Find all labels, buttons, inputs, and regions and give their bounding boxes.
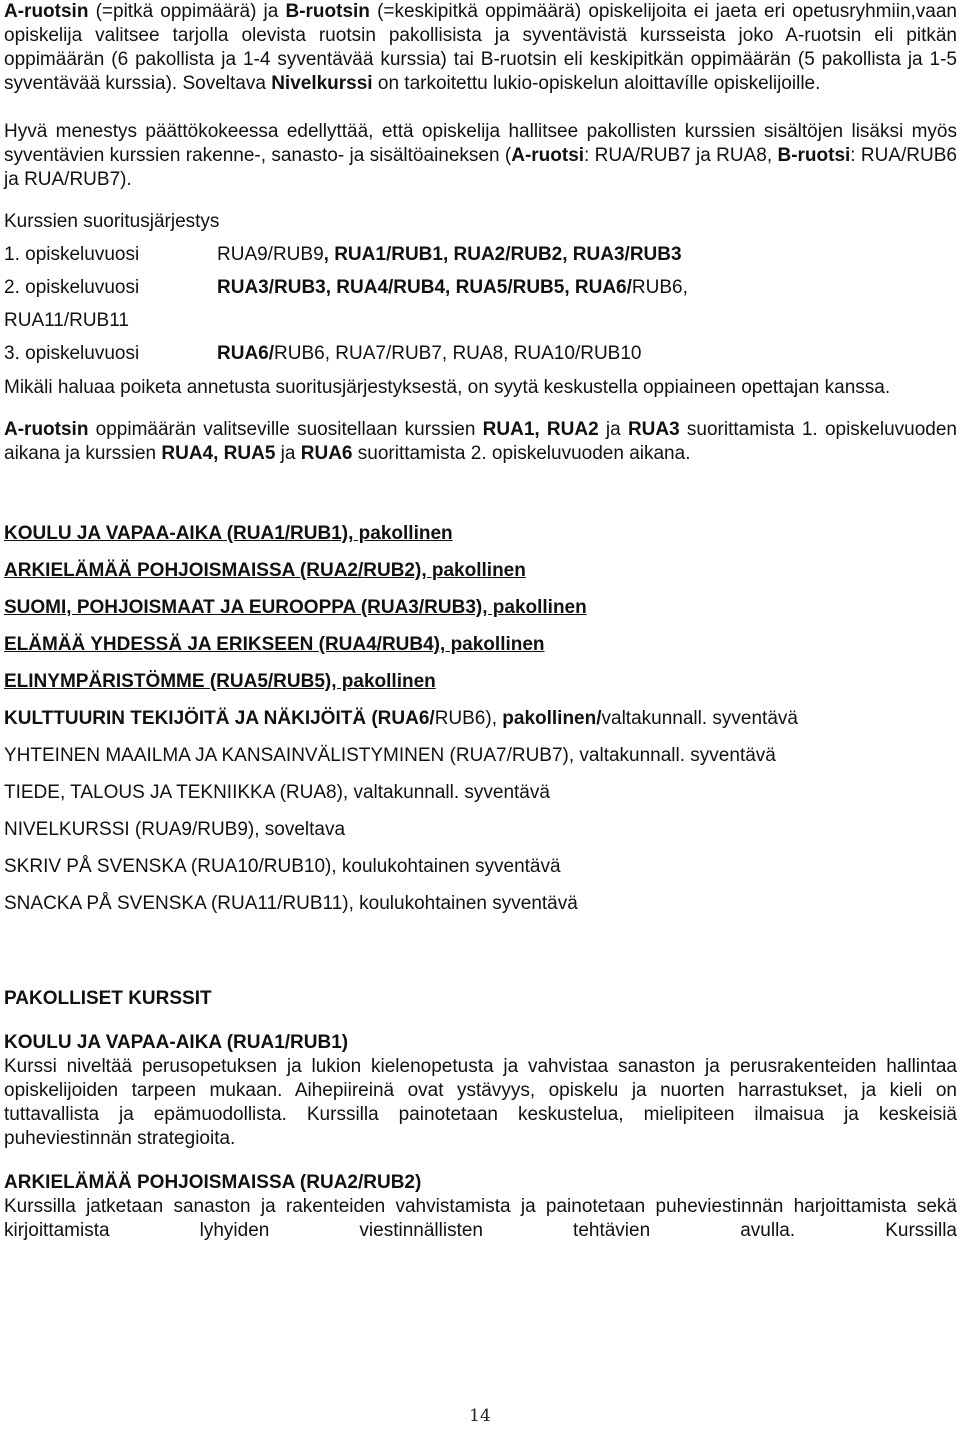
year-label: 3. opiskeluvuosi bbox=[4, 343, 140, 364]
term-a-ruotsi: A-ruotsin bbox=[4, 1, 89, 22]
intro-paragraph bbox=[4, 0, 957, 96]
course-item: TIEDE, TALOUS JA TEKNIIKKA (RUA8), valtakunnall. syventävä bbox=[4, 782, 550, 803]
course-item: ELINYMPÄRISTÖMME (RUA5/RUB5), pakollinen bbox=[4, 671, 436, 692]
course-item: KULTTUURIN TEKIJÖITÄ JA NÄKIJÖITÄ (RUA6/RUB6), pakollinen/valtakunnall. syventävä bbox=[4, 708, 798, 729]
recommendation-paragraph: A-ruotsin oppimäärän valitseville suositellaan kurssien RUA1, RUA2 ja RUA3 suorittamista 1. opiskeluvuoden aikana ja kurssien RUA4, RUA5 ja RUA6 suorittamista 2. opiskeluvuoden aikana. bbox=[4, 419, 957, 464]
order-row-year2 bbox=[4, 276, 957, 300]
exam-paragraph bbox=[4, 120, 957, 192]
course-item: SKRIV PÅ SVENSKA (RUA10/RUB10), koulukohtainen syventävä bbox=[4, 856, 561, 877]
course-description: Kurssilla jatketaan sanaston ja rakenteiden vahvistamista ja painotetaan puheviestinnän harjoittamista sekä kirjoittamista lyhyiden viestinnällisten tehtävien avulla. Kurssilla bbox=[4, 1196, 957, 1241]
course-item: ARKIELÄMÄÄ POHJOISMAISSA (RUA2/RUB2), pakollinen bbox=[4, 560, 526, 581]
term-a-ruotsi: A-ruotsi bbox=[511, 145, 585, 166]
intro-text: (=keskipitkä oppimäärä) opiskelijoita ei jaeta eri opetusryhmiin,vaan opiskelija valitsee tarjolla olevista ruotsin pakollisista ja syventävistä kursseista joko A-ruotsin eli pitkän oppimäärän (6 pakollista ja 1-4 syventävää kurssia) tai B-ruotsin eli keskipitkän oppimäärän (5 pakollista ja 1-5 syventävää kurssia). Soveltava bbox=[4, 1, 957, 94]
year-courses: RUA9/RUB9, RUA1/RUB1, RUA2/RUB2, RUA3/RUB3 bbox=[217, 244, 682, 265]
course-item: KOULU JA VAPAA-AIKA (RUA1/RUB1), pakollinen bbox=[4, 523, 453, 544]
intro-text: on tarkoitettu lukio-opiskelun aloittavílle opiskelijoille. bbox=[372, 73, 821, 94]
year-courses-continued: RUA11/RUB11 bbox=[4, 310, 129, 331]
course-item: SUOMI, POHJOISMAAT JA EUROOPPA (RUA3/RUB3), pakollinen bbox=[4, 597, 587, 618]
term-b-ruotsi: B-ruotsin bbox=[285, 1, 370, 22]
term-b-ruotsi: B-ruotsi bbox=[777, 145, 851, 166]
course-item: ELÄMÄÄ YHDESSÄ JA ERIKSEEN (RUA4/RUB4), pakollinen bbox=[4, 634, 545, 655]
deviation-note: Mikäli haluaa poiketa annetusta suoritusjärjestyksestä, on syytä keskustella oppiaineen opettajan kanssa. bbox=[4, 377, 891, 398]
order-heading: Kurssien suoritusjärjestys bbox=[4, 211, 220, 232]
mandatory-heading: PAKOLLISET KURSSIT bbox=[4, 988, 212, 1009]
course-title: KOULU JA VAPAA-AIKA (RUA1/RUB1) bbox=[4, 1032, 349, 1053]
exam-text: : RUA/RUB7 ja RUA8, bbox=[584, 145, 778, 166]
course-item: SNACKA PÅ SVENSKA (RUA11/RUB11), koulukohtainen syventävä bbox=[4, 893, 578, 914]
page-number: 14 bbox=[469, 1406, 491, 1426]
year-courses: RUA3/RUB3, RUA4/RUB4, RUA5/RUB5, RUA6/RUB6, bbox=[217, 277, 688, 298]
year-label: 1. opiskeluvuosi bbox=[4, 244, 140, 265]
year-courses: RUA6/RUB6, RUA7/RUB7, RUA8, RUA10/RUB10 bbox=[217, 343, 642, 364]
term-nivelkurssi: Nivelkurssi bbox=[271, 73, 373, 94]
course-title: ARKIELÄMÄÄ POHJOISMAISSA (RUA2/RUB2) bbox=[4, 1172, 422, 1193]
order-row-year3 bbox=[4, 342, 957, 366]
course-item: YHTEINEN MAAILMA JA KANSAINVÄLISTYMINEN (RUA7/RUB7), valtakunnall. syventävä bbox=[4, 745, 776, 766]
exam-text: Hyvä menestys päättökokeessa edellyttää, että opiskelija hallitsee pakollisten kurssien sisältöjen lisäksi myös syventävien kurssien rakenne-, sanasto- ja sisältöaineksen ( bbox=[4, 121, 957, 166]
intro-text: (=pitkä oppimäärä) ja bbox=[88, 1, 286, 22]
course-list bbox=[4, 521, 957, 917]
course-description: Kurssi niveltää perusopetuksen ja lukion kielenopetusta ja vahvistaa sanaston ja perusrakenteiden hallintaa opiskelijoiden tarpeen mukaan. Aihepiireinä ovat ystävyys, opiskelu ja nuorten harrastukset, ja kieli on tuttavallista ja epämuodollista. Kurssilla painotetaan keskustelua, mielipiteen ilmaisua ja keskeisiä puheviestinnän strategioita. bbox=[4, 1056, 957, 1149]
exam-text: : RUA/RUB6 ja RUA/RUB7). bbox=[4, 145, 957, 190]
course-item: NIVELKURSSI (RUA9/RUB9), soveltava bbox=[4, 819, 346, 840]
order-row-year1 bbox=[4, 243, 957, 267]
order-row-year2-cont bbox=[4, 309, 957, 333]
year-label: 2. opiskeluvuosi bbox=[4, 277, 140, 298]
document-page bbox=[4, 0, 957, 1243]
